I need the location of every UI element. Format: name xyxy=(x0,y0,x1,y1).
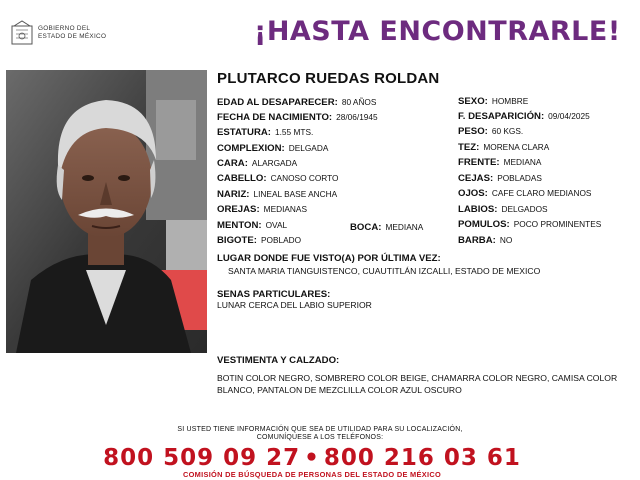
field-label: ESTATURA: xyxy=(217,127,272,138)
field-label: OREJAS: xyxy=(217,204,260,215)
field-estatura xyxy=(217,127,313,138)
field-fecha-nacimiento xyxy=(217,112,378,123)
field-nariz xyxy=(217,189,337,200)
field-value: MORENA CLARA xyxy=(483,142,550,152)
field-label: FECHA DE NACIMIENTO: xyxy=(217,112,333,123)
state-emblem-icon xyxy=(10,20,34,46)
field-value: OVAL xyxy=(265,220,288,230)
field-label: SEXO: xyxy=(458,96,488,107)
gov-line-2: ESTADO DE MÉXICO xyxy=(38,33,107,40)
missing-person-photo xyxy=(6,70,207,353)
field-label: EDAD AL DESAPARECER: xyxy=(217,97,338,108)
field-peso xyxy=(458,126,523,137)
field-value: 28/06/1945 xyxy=(336,112,378,122)
phone-number-1[interactable]: 800 509 09 27 xyxy=(103,445,301,471)
distinguishing-marks-label: SENAS PARTICULARES: xyxy=(217,289,331,300)
field-label: TEZ: xyxy=(458,142,480,153)
field-value: MEDIANAS xyxy=(263,204,307,214)
commission-name: COMISIÓN DE BÚSQUEDA DE PERSONAS DEL ESTADO DE MÉXICO xyxy=(182,470,442,479)
field-label: POMULOS: xyxy=(458,219,510,230)
field-cabello xyxy=(217,173,339,184)
government-name xyxy=(38,25,106,41)
field-value: 80 AÑOS xyxy=(341,97,377,107)
field-value: MEDIANA xyxy=(385,222,424,232)
phone-numbers xyxy=(0,445,624,471)
field-complexion xyxy=(217,143,328,154)
field-value: MEDIANA xyxy=(503,157,542,167)
gov-line-1: GOBIERNO DEL xyxy=(38,25,91,32)
field-value: HOMBRE xyxy=(491,96,529,106)
field-value: DELGADOS xyxy=(501,204,548,214)
phone-number-2[interactable]: 800 216 03 61 xyxy=(323,445,521,471)
field-value: DELGADA xyxy=(288,143,329,153)
field-barba xyxy=(458,235,512,246)
field-label: FRENTE: xyxy=(458,157,500,168)
last-seen-value: SANTA MARIA TIANGUISTENCO, CUAUTITLÁN IZCALLI, ESTADO DE MEXICO xyxy=(228,266,541,276)
field-frente xyxy=(458,157,541,168)
field-label: CABELLO: xyxy=(217,173,267,184)
field-edad xyxy=(217,97,376,108)
field-value: CANOSO CORTO xyxy=(270,173,339,183)
field-label: COMPLEXION: xyxy=(217,143,285,154)
clothing-label: VESTIMENTA Y CALZADO: xyxy=(217,355,340,366)
field-value: LINEAL BASE ANCHA xyxy=(253,189,338,199)
person-name: PLUTARCO RUEDAS ROLDAN xyxy=(217,70,440,87)
field-orejas xyxy=(217,204,307,215)
field-label: NARIZ: xyxy=(217,189,250,200)
clothing-value: BOTIN COLOR NEGRO, SOMBRERO COLOR BEIGE, CHAMARRA COLOR NEGRO, CAMISA COLOR BLANCO, PANTALON DE MEZCLILLA COLOR AZUL OSCURO xyxy=(217,373,618,395)
field-value: POCO PROMINENTES xyxy=(513,219,602,229)
field-label: BOCA: xyxy=(350,222,382,233)
field-ojos xyxy=(458,188,591,199)
field-label: BARBA: xyxy=(458,235,496,246)
field-label: OJOS: xyxy=(458,188,488,199)
field-value: 1.55 MTS. xyxy=(275,127,314,137)
field-label: F. DESAPARICIÓN: xyxy=(458,111,545,122)
field-label: CARA: xyxy=(217,158,248,169)
field-label: CEJAS: xyxy=(458,173,494,184)
contact-info-text xyxy=(0,426,640,442)
field-value: CAFE CLARO MEDIANOS xyxy=(491,188,592,198)
field-bigote xyxy=(217,235,301,246)
state-government-logo xyxy=(10,20,140,50)
field-tez xyxy=(458,142,549,153)
field-labios xyxy=(458,204,548,215)
field-value: 60 KGS. xyxy=(491,126,524,136)
headline: ¡HASTA ENCONTRARLE! xyxy=(254,16,621,47)
field-value: POBLADAS xyxy=(497,173,542,183)
field-label: PESO: xyxy=(458,126,488,137)
field-menton xyxy=(217,220,287,231)
field-cejas xyxy=(458,173,542,184)
field-label: MENTON: xyxy=(217,220,262,231)
field-sexo xyxy=(458,96,528,107)
field-value: 09/04/2025 xyxy=(548,111,590,121)
distinguishing-marks-value: LUNAR CERCA DEL LABIO SUPERIOR xyxy=(217,300,372,310)
field-value: ALARGADA xyxy=(251,158,298,168)
field-value: NO xyxy=(499,235,513,245)
field-pomulos xyxy=(458,219,601,230)
info-line-2: COMUNÍQUESE A LOS TELÉFONOS: xyxy=(256,434,384,441)
last-seen-label: LUGAR DONDE FUE VISTO(A) POR ÚLTIMA VEZ: xyxy=(217,253,441,264)
portrait-image xyxy=(6,70,207,353)
field-value: POBLADO xyxy=(260,235,302,245)
phone-separator: • xyxy=(304,445,320,471)
field-fecha-desaparicion xyxy=(458,111,590,122)
field-boca xyxy=(350,222,423,233)
field-label: LABIOS: xyxy=(458,204,498,215)
info-line-1: SI USTED TIENE INFORMACIÓN QUE SEA DE UTILIDAD PARA SU LOCALIZACIÓN, xyxy=(177,426,463,433)
field-cara xyxy=(217,158,297,169)
field-label: BIGOTE: xyxy=(217,235,257,246)
